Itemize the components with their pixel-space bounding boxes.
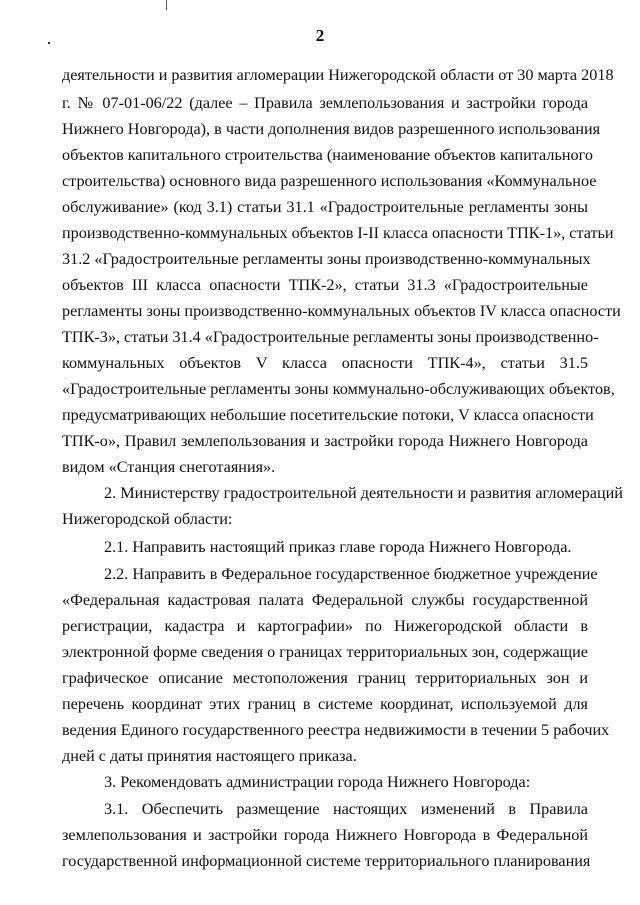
paragraph-2-start: 2. Министерству градостроительной деятельности и развития агломераций [104, 484, 623, 502]
text-line: перечень координат этих границ в системе координат, используемой для [62, 695, 588, 713]
text-line: обслуживание» (код 3.1) статьи 31.1 «Градостроительные регламенты зоны [62, 198, 588, 216]
text-line: Нижегородской области: [62, 510, 233, 528]
text-line: 31.2 «Градостроительные регламенты зоны производственно-коммунальных [62, 250, 591, 268]
text-line: объектов капитального строительства (наименование объектов капитального [62, 146, 593, 164]
text-line: Нижнего Новгорода), в части дополнения видов разрешенного использования [62, 120, 601, 138]
text-line: государственной информационной системе территориального планирования [62, 852, 591, 870]
text-line: ведения Единого государственного реестра недвижимости в течении 5 рабочих [62, 721, 610, 739]
text-line: графическое описание местоположения границ территориальных зон и [62, 669, 588, 687]
paragraph-3: 3. Рекомендовать администрации города Нижнего Новгорода: [104, 773, 531, 791]
paragraph-2-1: 2.1. Направить настоящий приказ главе города Нижнего Новгорода. [104, 538, 572, 556]
text-line: предусматривающих небольшие посетительские потоки, V класса опасности [62, 406, 594, 424]
text-line: ТПК-о», Правил землепользования и застройки города Нижнего Новгорода [62, 432, 588, 450]
text-line: объектов III класса опасности ТПК-2», статьи 31.3 «Градостроительные [62, 276, 588, 294]
text-line: производственно-коммунальных объектов I-II класса опасности ТПК-1», статьи [62, 224, 614, 242]
text-line: «Федеральная кадастровая палата Федеральной службы государственной [62, 591, 588, 609]
text-line: г. № 07-01-06/22 (далее – Правила землепользования и застройки города [62, 94, 588, 112]
text-line: «Градостроительные регламенты зоны коммунально-обслуживающих объектов, [62, 380, 615, 398]
text-line: электронной форме сведения о границах территориальных зон, содержащие [62, 643, 588, 661]
text-line: дней с даты принятия настоящего приказа. [62, 747, 357, 765]
scan-mark [166, 0, 167, 10]
text-line: регистрации, кадастра и картографии» по Нижегородской области в [62, 617, 588, 635]
text-line: ТПК-3», статьи 31.4 «Градостроительные регламенты зоны производственно- [62, 328, 599, 346]
paragraph-3-1-start: 3.1. Обеспечить размещение настоящих изменений в Правила [104, 800, 588, 818]
page-number: 2 [315, 26, 325, 45]
text-line: землепользования и застройки города Нижнего Новгорода в Федеральной [62, 826, 588, 844]
text-line: деятельности и развития агломерации Нижегородской области от 30 марта 2018 [62, 66, 614, 84]
text-line: регламенты зоны производственно-коммунальных объектов IV класса опасности [62, 302, 621, 320]
text-line: коммунальных объектов V класса опасности ТПК-4», статьи 31.5 [62, 354, 588, 372]
text-line: строительства) основного вида разрешенного использования «Коммунальное [62, 172, 597, 190]
paragraph-2-2-start: 2.2. Направить в Федеральное государственное бюджетное учреждение [104, 565, 598, 583]
text-line: видом «Станция снеготаяния». [62, 458, 276, 476]
